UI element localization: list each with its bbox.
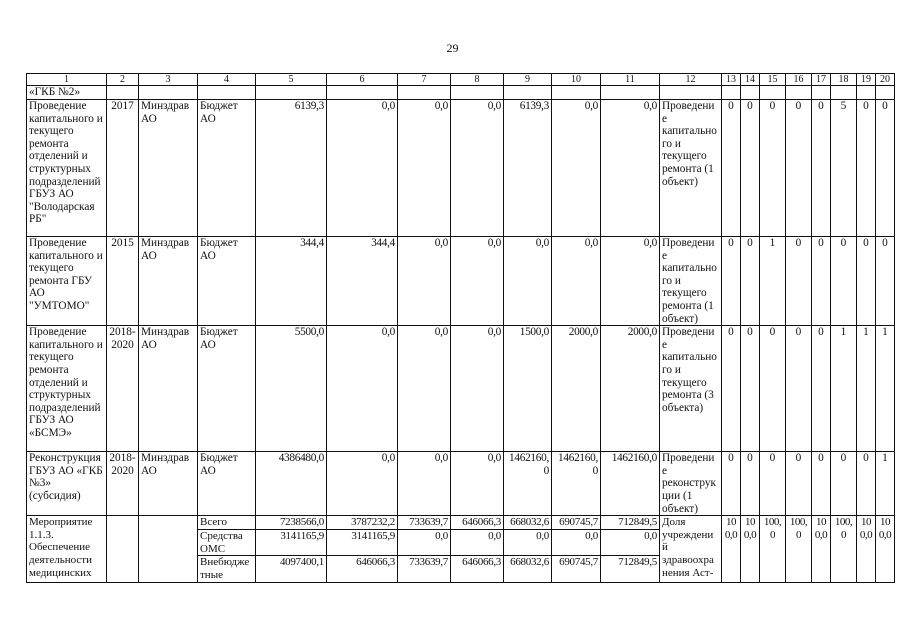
- funding-value: 1462160,0: [552, 452, 601, 516]
- target-value: 1: [876, 326, 895, 452]
- activity-name: Проведение капитального и текущего ремонта отделений и структурных подразделений ГБУЗ АО «БСМЭ»: [27, 326, 107, 452]
- activity-name: Проведение капитального и текущего ремонта отделений и структурных подразделений ГБУЗ АО "Володарская РБ": [27, 100, 107, 237]
- target-value: 5: [831, 100, 857, 237]
- target-value: 100,0: [741, 516, 760, 583]
- column-number: 13: [722, 74, 741, 86]
- activity-name: Реконструкция ГБУЗ АО «ГКБ №3» (субсидия): [27, 452, 107, 516]
- target-value: 0: [876, 100, 895, 237]
- funding-value: 0,0: [451, 326, 504, 452]
- indicator-name: Проведение капитального и текущего ремонта (1 объект): [660, 100, 722, 237]
- target-value: 0: [812, 100, 831, 237]
- target-value: 100,0: [760, 516, 786, 583]
- target-value: 0: [857, 100, 876, 237]
- funding-value: 668032,6: [504, 556, 552, 583]
- funding-value: 3141165,9: [256, 530, 327, 556]
- target-value: 100,0: [812, 516, 831, 583]
- target-value: 0: [722, 452, 741, 516]
- funding-value: 712849,5: [601, 556, 660, 583]
- activity-name: Проведение капитального и текущего ремонта ГБУ АО "УМТОМО": [27, 237, 107, 326]
- funding-value: 1462160,0: [601, 452, 660, 516]
- funding-value: 1500,0: [504, 326, 552, 452]
- target-value: 0: [786, 100, 812, 237]
- indicator-name: Доля учреждений здравоохранения Аст-: [660, 516, 722, 583]
- funding-value: 0,0: [398, 452, 451, 516]
- program-table: [26, 73, 895, 583]
- executor: Минздрав АО: [139, 452, 198, 516]
- column-number: 11: [601, 74, 660, 86]
- funding-source: Всего: [198, 516, 256, 530]
- page-number: 29: [446, 41, 459, 55]
- funding-value: 344,4: [256, 237, 327, 326]
- implementation-period: 2015: [107, 237, 139, 326]
- target-value: 0: [741, 452, 760, 516]
- funding-value: 0,0: [398, 237, 451, 326]
- funding-value: 0,0: [601, 100, 660, 237]
- header-row: [27, 74, 895, 86]
- funding-value: 3787232,2: [327, 516, 398, 530]
- funding-value: 0,0: [601, 237, 660, 326]
- funding-value: 0,0: [398, 326, 451, 452]
- funding-value: 0,0: [451, 100, 504, 237]
- column-number: 20: [876, 74, 895, 86]
- funding-value: 0,0: [327, 100, 398, 237]
- target-value: 0: [760, 100, 786, 237]
- column-number: 8: [451, 74, 504, 86]
- measure-name: Мероприятие 1.1.3. Обеспечение деятельности медицинских: [27, 516, 107, 583]
- funding-source: Внебюджетные: [198, 556, 256, 583]
- column-number: 19: [857, 74, 876, 86]
- funding-value: 344,4: [327, 237, 398, 326]
- measure-row: [27, 516, 895, 530]
- implementation-period: 2017: [107, 100, 139, 237]
- funding-value: 2000,0: [601, 326, 660, 452]
- target-value: 1: [831, 326, 857, 452]
- funding-value: 668032,6: [504, 516, 552, 530]
- target-value: 0: [741, 237, 760, 326]
- target-value: 0: [857, 237, 876, 326]
- funding-value: 1462160,0: [504, 452, 552, 516]
- column-number: 7: [398, 74, 451, 86]
- executor: Минздрав АО: [139, 326, 198, 452]
- target-value: 1: [876, 452, 895, 516]
- target-value: 0: [812, 237, 831, 326]
- target-value: 0: [786, 326, 812, 452]
- target-value: 100,0: [786, 516, 812, 583]
- funding-value: 0,0: [451, 237, 504, 326]
- funding-source: Бюджет АО: [198, 452, 256, 516]
- column-number: 18: [831, 74, 857, 86]
- target-value: 0: [876, 237, 895, 326]
- column-number: 16: [786, 74, 812, 86]
- implementation-period: 2018-2020: [107, 326, 139, 452]
- target-value: 0: [760, 326, 786, 452]
- column-number: 9: [504, 74, 552, 86]
- funding-value: 646066,3: [451, 516, 504, 530]
- implementation-period: 2018-2020: [107, 452, 139, 516]
- funding-source: Бюджет АО: [198, 237, 256, 326]
- funding-value: 0,0: [451, 530, 504, 556]
- funding-source: Средства ОМС: [198, 530, 256, 556]
- indicator-name: Проведение капитального и текущего ремонта (3 объекта): [660, 326, 722, 452]
- column-number: 12: [660, 74, 722, 86]
- funding-value: 2000,0: [552, 326, 601, 452]
- funding-value: 0,0: [552, 100, 601, 237]
- target-value: 0: [760, 452, 786, 516]
- table-row: [27, 100, 895, 237]
- funding-value: 0,0: [504, 237, 552, 326]
- funding-value: 6139,3: [256, 100, 327, 237]
- indicator-name: Проведение реконструкции (1 объект): [660, 452, 722, 516]
- target-value: 100,0: [722, 516, 741, 583]
- target-value: 0: [812, 326, 831, 452]
- funding-value: 690745,7: [552, 556, 601, 583]
- column-number: 10: [552, 74, 601, 86]
- funding-value: 0,0: [451, 452, 504, 516]
- target-value: 0: [812, 452, 831, 516]
- target-value: 1: [857, 326, 876, 452]
- funding-value: 0,0: [601, 530, 660, 556]
- target-value: 0: [722, 326, 741, 452]
- funding-value: 3141165,9: [327, 530, 398, 556]
- table-row: [27, 452, 895, 516]
- funding-source: Бюджет АО: [198, 100, 256, 237]
- target-value: 0: [786, 452, 812, 516]
- target-value: 100,0: [831, 516, 857, 583]
- funding-value: 733639,7: [398, 556, 451, 583]
- executor: Минздрав АО: [139, 237, 198, 326]
- indicator-name: Проведение капитального и текущего ремонта (1 объект): [660, 237, 722, 326]
- target-value: 0: [722, 100, 741, 237]
- executor: Минздрав АО: [139, 100, 198, 237]
- funding-value: 0,0: [552, 530, 601, 556]
- funding-value: 5500,0: [256, 326, 327, 452]
- target-value: 0: [786, 237, 812, 326]
- column-number: 5: [256, 74, 327, 86]
- target-value: 100,0: [876, 516, 895, 583]
- funding-value: 0,0: [552, 237, 601, 326]
- column-number: 6: [327, 74, 398, 86]
- column-number: 4: [198, 74, 256, 86]
- continuation-row: [27, 86, 895, 100]
- target-value: 0: [857, 452, 876, 516]
- target-value: 100,0: [857, 516, 876, 583]
- funding-value: 7238566,0: [256, 516, 327, 530]
- column-number: 1: [27, 74, 107, 86]
- target-value: 0: [741, 326, 760, 452]
- funding-value: 690745,7: [552, 516, 601, 530]
- continuation-label: «ГКБ №2»: [27, 86, 107, 100]
- column-number: 2: [107, 74, 139, 86]
- funding-value: 712849,5: [601, 516, 660, 530]
- table-row: [27, 237, 895, 326]
- column-number: 3: [139, 74, 198, 86]
- funding-value: 0,0: [398, 530, 451, 556]
- funding-value: 646066,3: [327, 556, 398, 583]
- target-value: 0: [741, 100, 760, 237]
- target-value: 0: [722, 237, 741, 326]
- funding-value: 6139,3: [504, 100, 552, 237]
- funding-value: 733639,7: [398, 516, 451, 530]
- funding-value: 0,0: [398, 100, 451, 237]
- funding-source: Бюджет АО: [198, 326, 256, 452]
- column-number: 14: [741, 74, 760, 86]
- column-number: 15: [760, 74, 786, 86]
- funding-value: 0,0: [327, 452, 398, 516]
- target-value: 0: [831, 237, 857, 326]
- funding-value: 4097400,1: [256, 556, 327, 583]
- funding-value: 0,0: [327, 326, 398, 452]
- target-value: 1: [760, 237, 786, 326]
- funding-value: 646066,3: [451, 556, 504, 583]
- table-row: [27, 326, 895, 452]
- funding-value: 0,0: [504, 530, 552, 556]
- column-number: 17: [812, 74, 831, 86]
- funding-value: 4386480,0: [256, 452, 327, 516]
- target-value: 0: [831, 452, 857, 516]
